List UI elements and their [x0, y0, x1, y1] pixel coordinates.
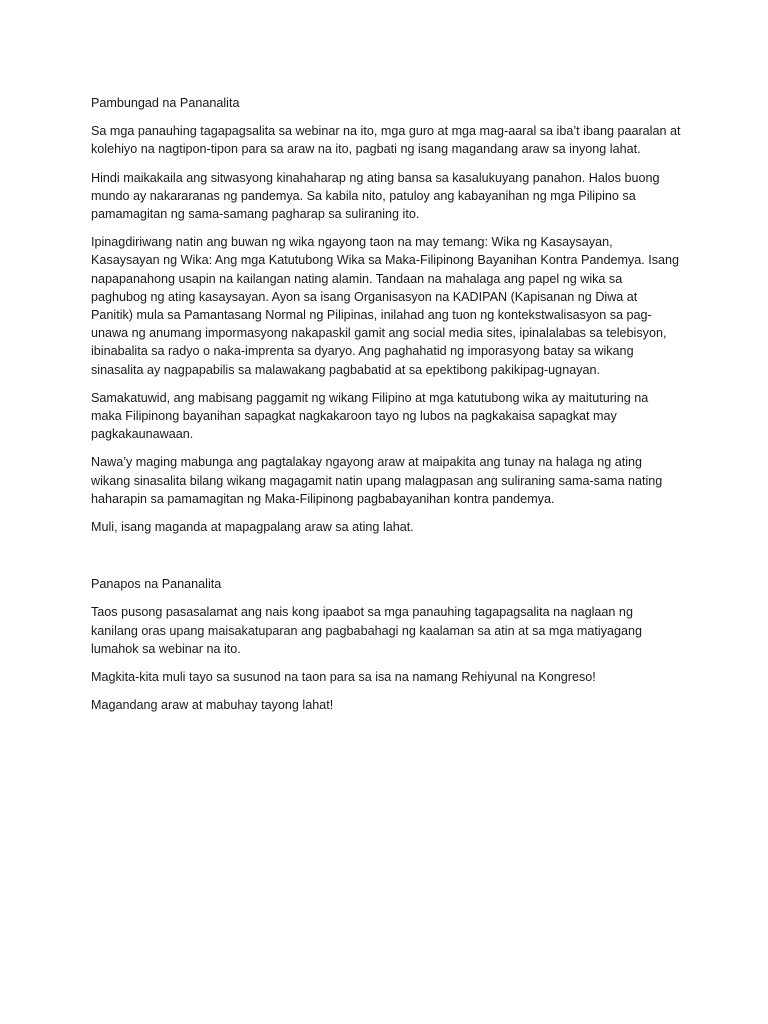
section-spacer [91, 546, 681, 575]
closing-paragraph: Magandang araw at mabuhay tayong lahat! [91, 698, 334, 713]
opening-paragraph: Muli, isang maganda at mapagpalang araw sa ating lahat. [91, 520, 414, 535]
opening-paragraph: Samakatuwid, ang mabisang paggamit ng wikang Filipino at mga katutubong wika ay maituturing na maka Filipinong bayanihan sapagkat nagkakaroon tayo ng lubos na pagkakaisa sapagkat may pagkakaunawaan. [91, 390, 649, 442]
opening-paragraph: Hindi maikakaila ang sitwasyong kinahaharap ng ating bansa sa kasalukuyang panahon. Halos buong mundo ay nakararanas ng pandemya. Sa kabila nito, patuloy ang kabayanihan ng mga Pilipino sa pamamagitan ng sama-samang pagharap sa suliraning ito. [91, 170, 660, 222]
opening-paragraph: Nawa’y maging mabunga ang pagtalakay ngayong araw at maipakita ang tunay na halaga ng ating wikang sinasalita bilang wikang magagamit natin upang malagpasan ang suliraning sama-sama nating haharapin sa pamamagitan ng Maka-Filipinong pagbabayanihan kontra pandemya. [91, 455, 663, 506]
closing-section [91, 575, 681, 714]
closing-paragraph: Taos pusong pasasalamat ang nais kong ipaabot sa mga panauhing tagapagsalita na naglaan ng kanilang oras upang maisakatuparan ang pagbabahagi ng kaalaman sa atin at sa mga matiyagang lumahok sa webinar na ito. [91, 605, 643, 656]
opening-section [91, 94, 681, 536]
document-body [91, 94, 681, 724]
opening-paragraph: Sa mga panauhing tagapagsalita sa webinar na ito, mga guro at mga mag-aaral sa iba’t ibang paaralan at kolehiyo na nagtipon-tipon para sa araw na ito, pagbati ng isang magandang araw sa inyong lahat. [91, 124, 681, 157]
opening-paragraph: Ipinagdiriwang natin ang buwan ng wika ngayong taon na may temang: Wika ng Kasaysayan, Kasaysayan ng Wika: Ang mga Katutubong Wika sa Maka-Filipinong Bayanihan Kontra Pandemya. Isang napapanahong usapin na kailangan nating alamin. Tandaan na mahalaga ang papel ng wika sa paghubog ng ating kasaysayan. Ayon sa isang Organisasyon na KADIPAN (Kapisanan ng Diwa at Panitik) mula sa Pamantasang Normal ng Pilipinas, inilahad ang tuon ng kontekstwalisasyon sa pag-unawa ng anumang impormasyong nakapaskil gamit ang social media sites, ipinalalabas sa telebisyon, ibinabalita sa radyo o naka-imprenta sa dyaryo. Ang paghahatid ng imporasyong batay sa wikang sinasalita ay nagpapabilis sa malawakang pagbabatid at sa epektibong pakikipag-ugnayan. [91, 235, 680, 377]
closing-paragraph: Magkita-kita muli tayo sa susunod na taon para sa isa na namang Rehiyunal na Kongreso! [91, 670, 596, 685]
opening-heading: Pambungad na Pananalita [91, 96, 240, 110]
closing-heading: Panapos na Pananalita [91, 577, 222, 592]
